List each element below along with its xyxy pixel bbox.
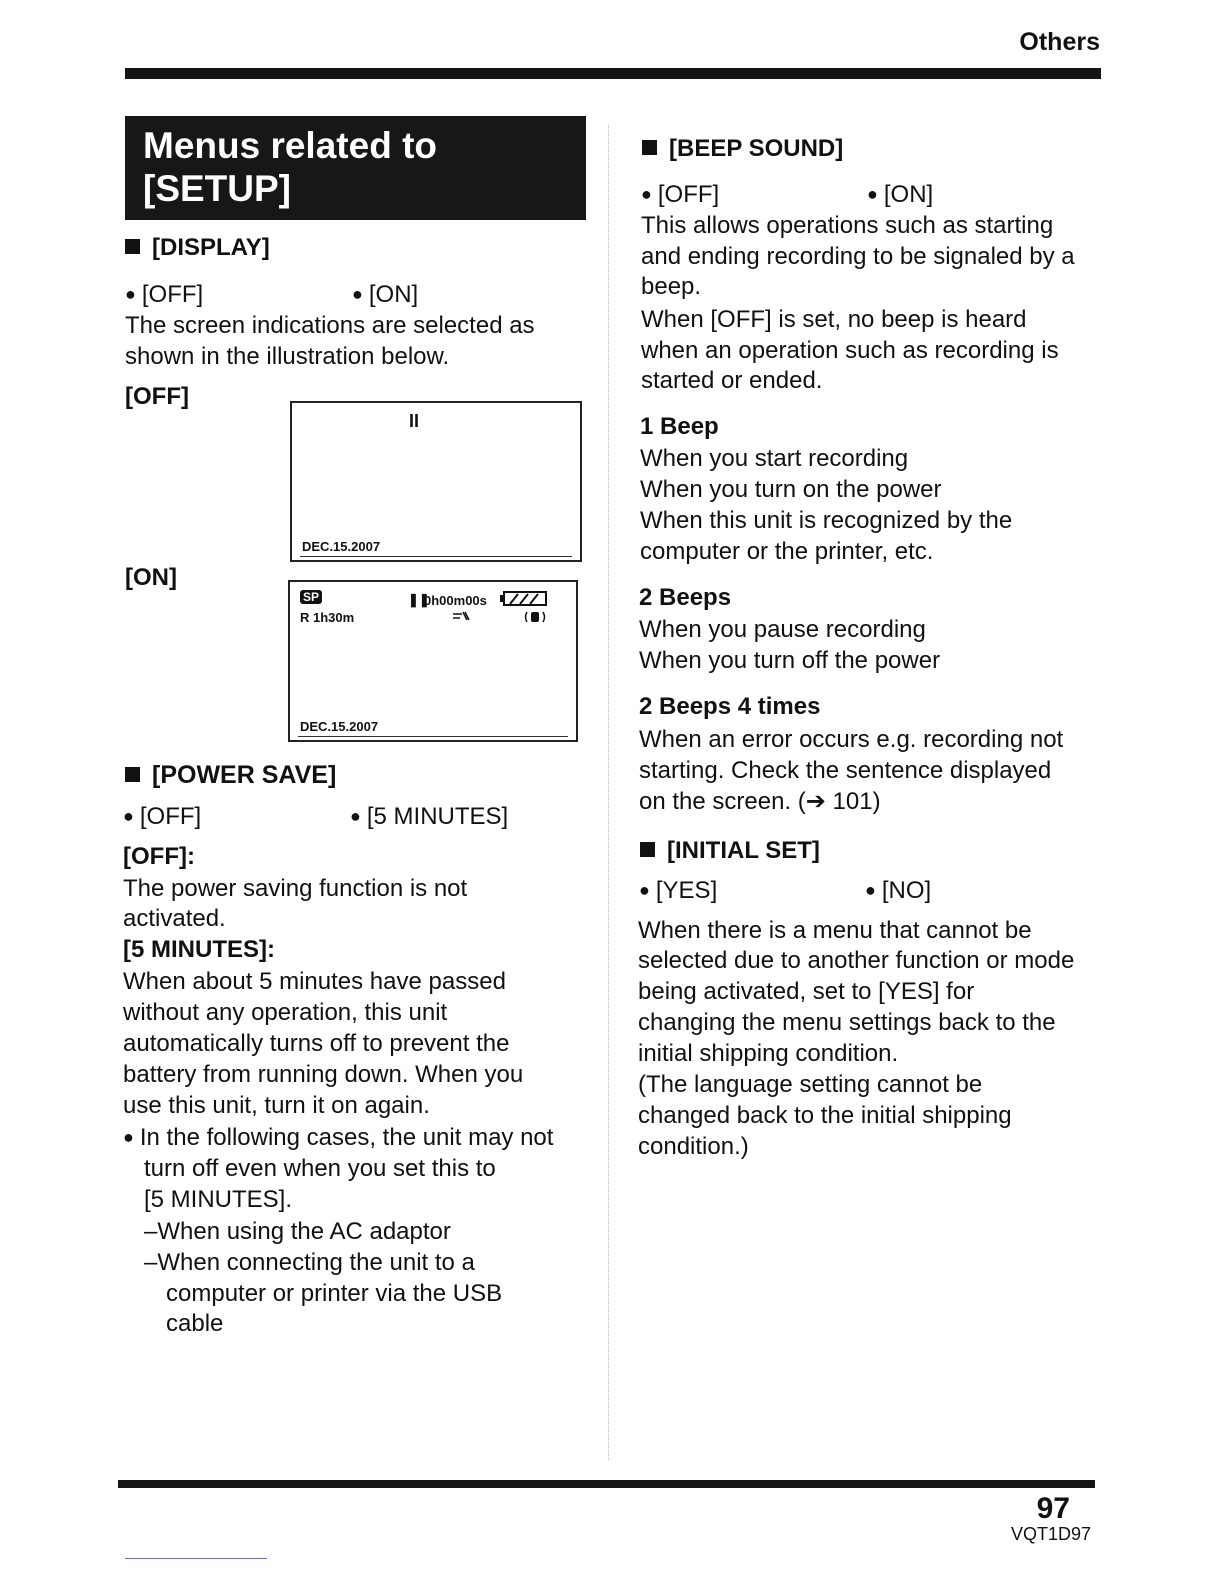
beep-option-off: ● [OFF] <box>641 179 719 210</box>
power-save-5min-desc5: use this unit, turn it on again. <box>123 1092 430 1119</box>
power-save-5min-desc2: without any operation, this unit <box>123 999 448 1026</box>
four-beeps-desc1: When an error occurs e.g. recording not <box>639 726 1064 753</box>
initial-set-option-yes: ● [YES] <box>639 875 717 906</box>
beep-option-on: ● [ON] <box>867 179 933 210</box>
display-heading: [DISPLAY] <box>125 232 270 263</box>
initial-set-desc4: changing the menu settings back to the <box>638 1009 1056 1036</box>
image-stabilizer-icon <box>524 609 546 625</box>
power-save-off-label: [OFF]: <box>123 843 195 870</box>
two-beeps-heading: 2 Beeps <box>639 584 732 611</box>
power-save-case2-line3: cable <box>166 1310 224 1337</box>
page-number: 97 <box>1036 1492 1070 1525</box>
screen-illustration-on <box>288 580 578 742</box>
initial-set-desc7: changed back to the initial shipping <box>638 1102 1012 1129</box>
display-option-on: ● [ON] <box>352 279 418 310</box>
power-save-note-line1: ● In the following cases, the unit may not <box>123 1122 553 1153</box>
display-desc-line1: The screen indications are selected as <box>125 312 535 339</box>
column-divider <box>608 125 609 1460</box>
top-rule <box>125 68 1101 79</box>
screen-baseline-on <box>298 736 568 737</box>
initial-set-desc1: When there is a menu that cannot be <box>638 917 1032 944</box>
battery-icon <box>500 591 548 607</box>
power-save-5min-desc3: automatically turns off to prevent the <box>123 1030 510 1057</box>
power-save-5min-label: [5 MINUTES]: <box>123 936 275 963</box>
document-code: VQT1D97 <box>1010 1524 1091 1544</box>
bottom-rule <box>118 1480 1095 1488</box>
screen-baseline <box>300 556 572 557</box>
two-beeps-case1: When you pause recording <box>639 616 926 643</box>
screen-date-on: DEC.15.2007 <box>300 719 379 734</box>
display-option-off: ● [OFF] <box>125 279 203 310</box>
power-save-off-desc1: The power saving function is not <box>123 875 468 902</box>
remaining-time: R 1h30m <box>300 610 355 625</box>
screen-date: DEC.15.2007 <box>302 539 381 554</box>
bottom-stub-line <box>125 1558 267 1559</box>
beep-desc1: This allows operations such as starting <box>641 212 1054 239</box>
power-save-option-5min: ● [5 MINUTES] <box>350 801 508 832</box>
initial-set-desc5: initial shipping condition. <box>638 1040 899 1067</box>
one-beep-case3: When this unit is recognized by the <box>640 507 1013 534</box>
four-beeps-desc3: on the screen. (➔ 101) <box>639 788 881 815</box>
initial-set-desc6: (The language setting cannot be <box>638 1071 983 1098</box>
power-save-note-line3: [5 MINUTES]. <box>144 1186 293 1213</box>
chapter-title <box>125 116 586 220</box>
one-beep-heading: 1 Beep <box>640 413 719 440</box>
one-beep-case4: computer or the printer, etc. <box>640 538 934 565</box>
power-save-5min-desc4: battery from running down. When you <box>123 1061 524 1088</box>
power-save-5min-desc1: When about 5 minutes have passed <box>123 968 506 995</box>
record-counter: 0h00m00s <box>424 593 487 608</box>
power-save-heading: [POWER SAVE] <box>125 760 336 791</box>
initial-set-desc8: condition.) <box>638 1133 749 1160</box>
pause-icon-small: ❚❚ <box>408 592 430 607</box>
power-save-case2-line2: computer or printer via the USB <box>166 1280 503 1307</box>
section-header: Others <box>1019 28 1100 56</box>
power-save-case1: –When using the AC adaptor <box>144 1218 451 1245</box>
initial-set-desc2: selected due to another function or mode <box>638 947 1075 974</box>
two-beeps-case2: When you turn off the power <box>639 647 941 674</box>
one-beep-case1: When you start recording <box>640 445 909 472</box>
four-beeps-heading: 2 Beeps 4 times <box>639 693 821 720</box>
pause-icon: II <box>409 411 420 431</box>
initial-set-heading: [INITIAL SET] <box>640 835 820 866</box>
screen-illustration-off <box>290 401 582 562</box>
initial-set-desc3: being activated, set to [YES] for <box>638 978 975 1005</box>
display-label-off: [OFF] <box>125 383 189 410</box>
one-beep-case2: When you turn on the power <box>640 476 942 503</box>
chapter-title-line2: [SETUP] <box>143 168 291 209</box>
four-beeps-desc2: starting. Check the sentence displayed <box>639 757 1052 784</box>
beep-desc2: and ending recording to be signaled by a <box>641 243 1075 270</box>
wind-noise-icon <box>452 610 470 622</box>
display-label-on: [ON] <box>125 564 177 591</box>
sp-mode-icon: SP <box>300 590 322 604</box>
beep-desc3: beep. <box>641 273 702 300</box>
power-save-option-off: ● [OFF] <box>123 801 201 832</box>
beep-desc4: When [OFF] is set, no beep is heard <box>641 306 1027 333</box>
beep-desc5: when an operation such as recording is <box>641 337 1059 364</box>
power-save-case2-line1: –When connecting the unit to a <box>144 1249 475 1276</box>
beep-heading: [BEEP SOUND] <box>642 133 843 164</box>
initial-set-option-no: ● [NO] <box>865 875 931 906</box>
power-save-off-desc2: activated. <box>123 905 226 932</box>
power-save-note-line2: turn off even when you set this to <box>144 1155 496 1182</box>
display-desc-line2: shown in the illustration below. <box>125 343 450 370</box>
chapter-title-line1: Menus related to <box>143 125 437 166</box>
beep-desc6: started or ended. <box>641 367 823 394</box>
